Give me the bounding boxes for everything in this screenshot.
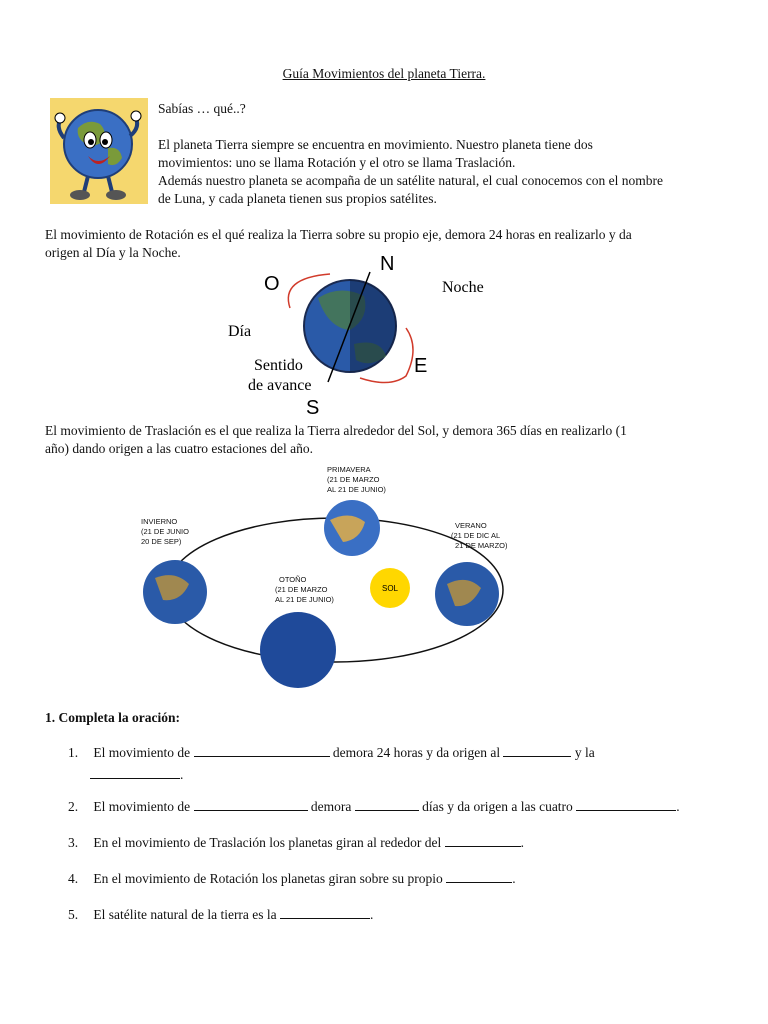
question-text: El satélite natural de la tierra es la [93, 907, 277, 922]
intro-line: de Luna, y cada planeta tienen sus propios satélites. [158, 191, 437, 206]
question-number: 1. [68, 745, 79, 760]
sun-label: SOL [381, 584, 399, 593]
answer-blank[interactable] [576, 797, 676, 811]
answer-blank[interactable] [280, 905, 370, 919]
intro-question: Sabías … qué..? [158, 101, 246, 116]
answer-blank[interactable] [446, 869, 512, 883]
answer-blank[interactable] [194, 743, 330, 757]
question-text: demora 24 horas y da origen al [332, 745, 501, 760]
question-number: 4. [68, 871, 79, 886]
intro-line: movimientos: uno se llama Rotación y el otro se llama Traslación. [158, 155, 516, 170]
day-label: Día [228, 323, 252, 340]
winter-label: INVIERNO [141, 517, 178, 526]
question-5: 5. El satélite natural de la tierra es la . [68, 904, 728, 926]
answer-blank[interactable] [355, 797, 419, 811]
question-3: 3. En el movimiento de Traslación los planetas giran al rededor del . [68, 832, 728, 854]
spring-label: PRIMAVERA [327, 465, 371, 474]
translation-text-line: año) dando origen a las cuatro estaciones del año. [45, 441, 314, 456]
translation-paragraph [45, 422, 725, 458]
night-label: Noche [442, 279, 484, 296]
west-label: O [264, 273, 280, 295]
autumn-label: OTOÑO [279, 575, 307, 584]
rotation-earth-illustration [220, 248, 520, 420]
answer-blank[interactable] [194, 797, 308, 811]
answer-blank[interactable] [90, 765, 180, 779]
question-text: El movimiento de [93, 745, 191, 760]
summer-label: 21 DE MARZO) [455, 541, 508, 550]
question-text: En el movimiento de Traslación los planetas giran al rededor del [93, 835, 442, 850]
rotation-text-line: origen al Día y la Noche. [45, 245, 181, 260]
south-label: S [306, 397, 320, 419]
translation-text-line: El movimiento de Traslación es el que realiza la Tierra alrededor del Sol, y demora 365 días en realizarlo (1 [45, 423, 627, 438]
east-label: E [414, 355, 428, 377]
summer-label: (21 DE DIC AL [451, 531, 501, 540]
question-4: 4. En el movimiento de Rotación los planetas giran sobre su propio . [68, 868, 728, 890]
spring-label: (21 DE MARZO [327, 475, 380, 484]
intro-line: El planeta Tierra siempre se encuentra en movimiento. Nuestro planeta tiene dos [158, 137, 593, 152]
intro-block [158, 100, 733, 208]
question-1: 1. El movimiento de demora 24 horas y da origen al y la . [68, 742, 728, 786]
question-number: 3. [68, 835, 79, 850]
page-title: Guía Movimientos del planeta Tierra. [282, 66, 486, 81]
answer-blank[interactable] [503, 743, 571, 757]
orbit-illustration [115, 460, 535, 700]
question-text: y la [574, 745, 595, 760]
question-text: días y da origen a las cuatro [422, 799, 573, 814]
question-number: 5. [68, 907, 79, 922]
direction-label: de avance [248, 377, 312, 394]
exercise-heading: 1. Completa la oración: [45, 710, 180, 725]
rotation-text-line: El movimiento de Rotación es el qué realiza la Tierra sobre su propio eje, demora 24 horas en realizarlo y da [45, 227, 632, 242]
summer-label: VERANO [455, 521, 487, 530]
question-2: 2. El movimiento de demora días y da origen a las cuatro . [68, 796, 728, 818]
north-label: N [380, 253, 395, 275]
intro-line: Además nuestro planeta se acompaña de un satélite natural, el cual conocemos con el nombre [158, 173, 663, 188]
question-number: 2. [68, 799, 79, 814]
winter-label: 20 DE SEP) [141, 537, 182, 546]
answer-blank[interactable] [445, 833, 521, 847]
question-text: En el movimiento de Rotación los planetas giran sobre su propio [93, 871, 443, 886]
spring-label: AL 21 DE JUNIO) [327, 485, 386, 494]
question-text: demora [310, 799, 352, 814]
question-text: El movimiento de [93, 799, 191, 814]
direction-label: Sentido [254, 357, 303, 374]
autumn-label: (21 DE MARZO [275, 585, 328, 594]
earth-mascot-illustration [50, 98, 148, 204]
autumn-label: AL 21 DE JUNIO) [275, 595, 334, 604]
winter-label: (21 DE JUNIO [141, 527, 189, 536]
